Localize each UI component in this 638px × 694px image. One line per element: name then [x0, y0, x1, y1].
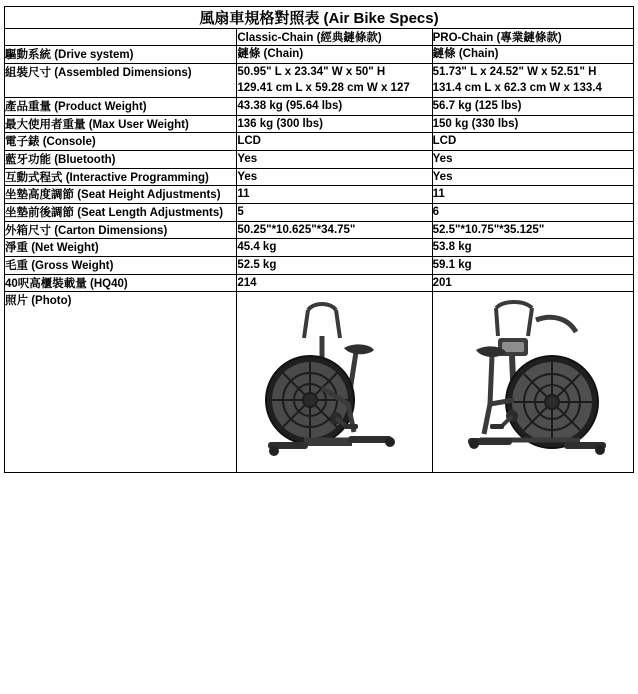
console-screen [502, 342, 524, 352]
row-value-classic-console: LCD [237, 133, 432, 151]
row-value-classic-net-weight: 45.4 kg [237, 239, 432, 257]
row-value-pro-carton-dimensions: 52.5"*10.75"*35.125" [432, 221, 633, 239]
specs-table [4, 6, 634, 473]
row-label-carton-dimensions: 外箱尺寸 (Carton Dimensions) [5, 221, 237, 239]
row-label-gross-weight: 毛重 (Gross Weight) [5, 257, 237, 275]
column-header-pro-chain: PRO-Chain (專業鏈條款) [432, 29, 633, 46]
table-row [5, 239, 634, 257]
table-row [5, 151, 634, 169]
row-label-max-user-weight: 最大使用者重量 (Max User Weight) [5, 115, 237, 133]
row-value-pro-max-user-weight: 150 kg (330 lbs) [432, 115, 633, 133]
table-row [5, 98, 634, 116]
assembled-dimensions-pro-cm: 131.4 cm L x 62.3 cm W x 133.4 [432, 82, 602, 95]
table-row [5, 168, 634, 186]
row-value-pro-console: LCD [432, 133, 633, 151]
row-label-product-weight: 產品重量 (Product Weight) [5, 98, 237, 116]
page-title: 風扇車規格對照表 (Air Bike Specs) [5, 7, 634, 29]
row-label-hq40-loading: 40呎高櫃裝載量 (HQ40) [5, 274, 237, 292]
row-value-pro-assembled-dimensions [432, 63, 633, 97]
seat-shape [344, 345, 374, 355]
header-row [5, 29, 634, 46]
row-label-net-weight: 淨重 (Net Weight) [5, 239, 237, 257]
row-value-classic-gross-weight: 52.5 kg [237, 257, 432, 275]
row-label-bluetooth: 藍牙功能 (Bluetooth) [5, 151, 237, 169]
row-label-seat-length-adjustments: 坐墊前後調節 (Seat Length Adjustments) [5, 204, 237, 222]
table-row [5, 133, 634, 151]
title-row [5, 7, 634, 29]
row-value-pro-gross-weight: 59.1 kg [432, 257, 633, 275]
row-value-pro-drive-system: 鏈條 (Chain) [432, 46, 633, 64]
table-row [5, 204, 634, 222]
row-label-seat-height-adjustments: 坐墊高度調節 (Seat Height Adjustments) [5, 186, 237, 204]
row-value-pro-seat-length-adjustments: 6 [432, 204, 633, 222]
table-row [5, 221, 634, 239]
row-value-classic-max-user-weight: 136 kg (300 lbs) [237, 115, 432, 133]
assembled-dimensions-classic-cm: 129.41 cm L x 59.28 cm W x 127 [237, 82, 410, 95]
row-label-console: 電子錶 (Console) [5, 133, 237, 151]
row-value-classic-bluetooth: Yes [237, 151, 432, 169]
row-value-pro-bluetooth: Yes [432, 151, 633, 169]
row-value-classic-carton-dimensions: 50.25"*10.625"*34.75" [237, 221, 432, 239]
table-row [5, 63, 634, 97]
row-value-pro-hq40-loading: 201 [432, 274, 633, 292]
row-value-classic-hq40-loading: 214 [237, 274, 432, 292]
row-value-classic-product-weight: 43.38 kg (95.64 lbs) [237, 98, 432, 116]
row-value-classic-seat-height-adjustments: 11 [237, 186, 432, 204]
row-value-pro-product-weight: 56.7 kg (125 lbs) [432, 98, 633, 116]
air-bike-classic-chain-photo [244, 292, 424, 462]
table-row [5, 274, 634, 292]
row-value-pro-seat-height-adjustments: 11 [432, 186, 633, 204]
row-label-interactive-programming: 互動式程式 (Interactive Programming) [5, 168, 237, 186]
row-value-classic-assembled-dimensions [237, 63, 432, 97]
row-label-drive-system: 驅動系統 (Drive system) [5, 46, 237, 64]
photo-row [5, 292, 634, 473]
row-label-assembled-dimensions: 組裝尺寸 (Assembled Dimensions) [5, 63, 237, 97]
air-bike-pro-chain-photo [440, 292, 626, 462]
table-row [5, 46, 634, 64]
table-row [5, 257, 634, 275]
column-header-classic-chain: Classic-Chain (經典鏈條款) [237, 29, 432, 46]
table-row [5, 115, 634, 133]
row-value-classic-drive-system: 鏈條 (Chain) [237, 46, 432, 64]
assembled-dimensions-classic-inches: 50.95" L x 23.34" W x 50" H [237, 65, 386, 78]
photo-cell-classic-chain [237, 292, 432, 473]
row-value-classic-seat-length-adjustments: 5 [237, 204, 432, 222]
row-value-pro-interactive-programming: Yes [432, 168, 633, 186]
row-value-classic-interactive-programming: Yes [237, 168, 432, 186]
row-value-pro-net-weight: 53.8 kg [432, 239, 633, 257]
column-header-label [5, 29, 237, 46]
table-row [5, 186, 634, 204]
assembled-dimensions-pro-inches: 51.73" L x 24.52" W x 52.51" H [432, 65, 597, 78]
row-label-photo: 照片 (Photo) [5, 292, 237, 473]
photo-cell-pro-chain [432, 292, 633, 473]
